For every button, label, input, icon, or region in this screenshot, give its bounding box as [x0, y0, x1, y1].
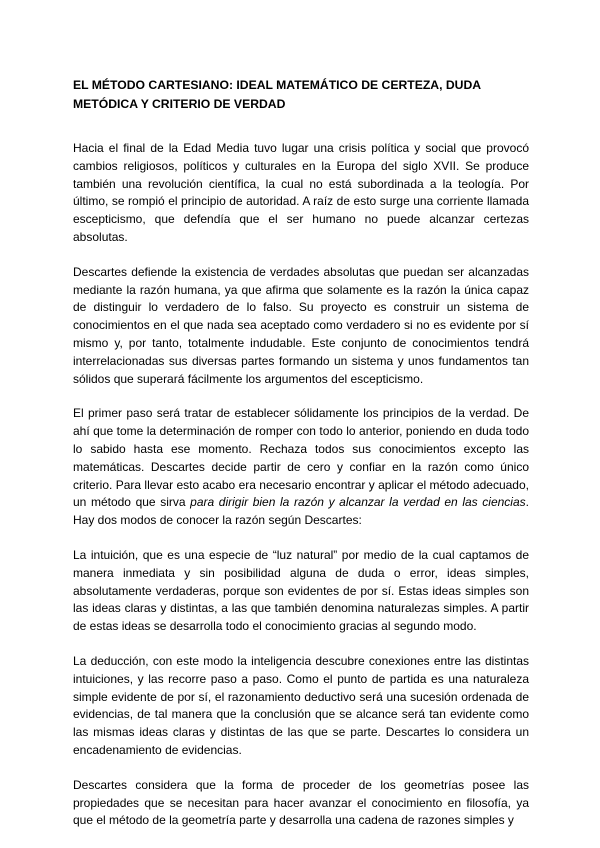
paragraph-intuicion: La intuición, que es una especie de “luz natural” por medio de la cual captamos de manera inmediata y sin posibilidad alguna de duda o error, ideas simples, absolutamente verdaderas, porque son evidentes de por sí. Estas ideas simples son las ideas claras y distintas, a las que también denomina naturalezas simples. A partir de estas ideas se desarrolla todo el conocimiento gracias al segundo modo.: [73, 547, 529, 634]
paragraph-geometria: Descartes considera que la forma de proceder de los geometrías posee las propiedades que se necesitan para hacer avanzar el conocimiento en filosofía, ya que el método de la geometría parte y desarrolla una cadena de razones simples y: [73, 777, 529, 828]
paragraph-primer-paso-text: El primer paso será tratar de establecer sólidamente los principios de la verdad. De ahí que tome la determinación de romper con todo lo anterior, poniendo en duda todo lo sabido hasta ese momento. Rechaza todos sus conocimientos excepto las matemáticas. Descartes decide partir de cero y confiar en la razón como único criterio. Para llevar esto acabo era necesario encontrar y aplicar el método adecuado, un método que sirva: [73, 406, 529, 510]
paragraph-primer-paso-text-end: . Hay dos modos de conocer la razón según Descartes:: [73, 495, 529, 528]
document-title: EL MÉTODO CARTESIANO: IDEAL MATEMÁTICO DE CERTEZA, DUDA METÓDICA Y CRITERIO DE VERDAD: [73, 78, 481, 111]
paragraph-primer-paso-italic-quote: para dirigir bien la razón y alcanzar la verdad en las ciencias: [190, 495, 526, 510]
paragraph-verdades-absolutas: Descartes defiende la existencia de verdades absolutas que puedan ser alcanzadas mediante la razón humana, ya que afirma que solamente es la razón la única capaz de distinguir lo verdadero de lo falso. Su proyecto es construir un sistema de conocimientos en el que nada sea aceptado como verdadero si no es evidente por sí mismo y, por tanto, totalmente indudable. Este conjunto de conocimientos tendrá interrelacionadas sus diversas partes formando un sistema y unos fundamentos tan sólidos que superará fácilmente los argumentos del escepticismo.: [73, 264, 529, 386]
paragraph-crisis-escepticismo: Hacia el final de la Edad Media tuvo lugar una crisis política y social que provocó cambios religiosos, políticos y culturales en la Europa del siglo XVII. Se produce también una revolución científica, la cual no está subordinada a la teología. Por último, se rompió el principio de autoridad. A raíz de esto surge una corriente llamada escepticismo, que defendía que el ser humano no puede alcanzar certezas absolutas.: [73, 141, 529, 244]
document-body: [73, 76, 529, 830]
paragraph-primer-paso: [73, 405, 529, 530]
paragraph-deduccion: La deducción, con este modo la inteligencia descubre conexiones entre las distintas intuiciones, y las recorre paso a paso. Como el punto de partida es una naturaleza simple evidente de por sí, el razonamiento deductivo será una sucesión ordenada de evidencias, de tal manera que la conclusión que se alcance será tan evidente como las mismas ideas claras y distintas de las que se parte. Descartes lo considera un encadenamiento de evidencias.: [73, 653, 529, 757]
